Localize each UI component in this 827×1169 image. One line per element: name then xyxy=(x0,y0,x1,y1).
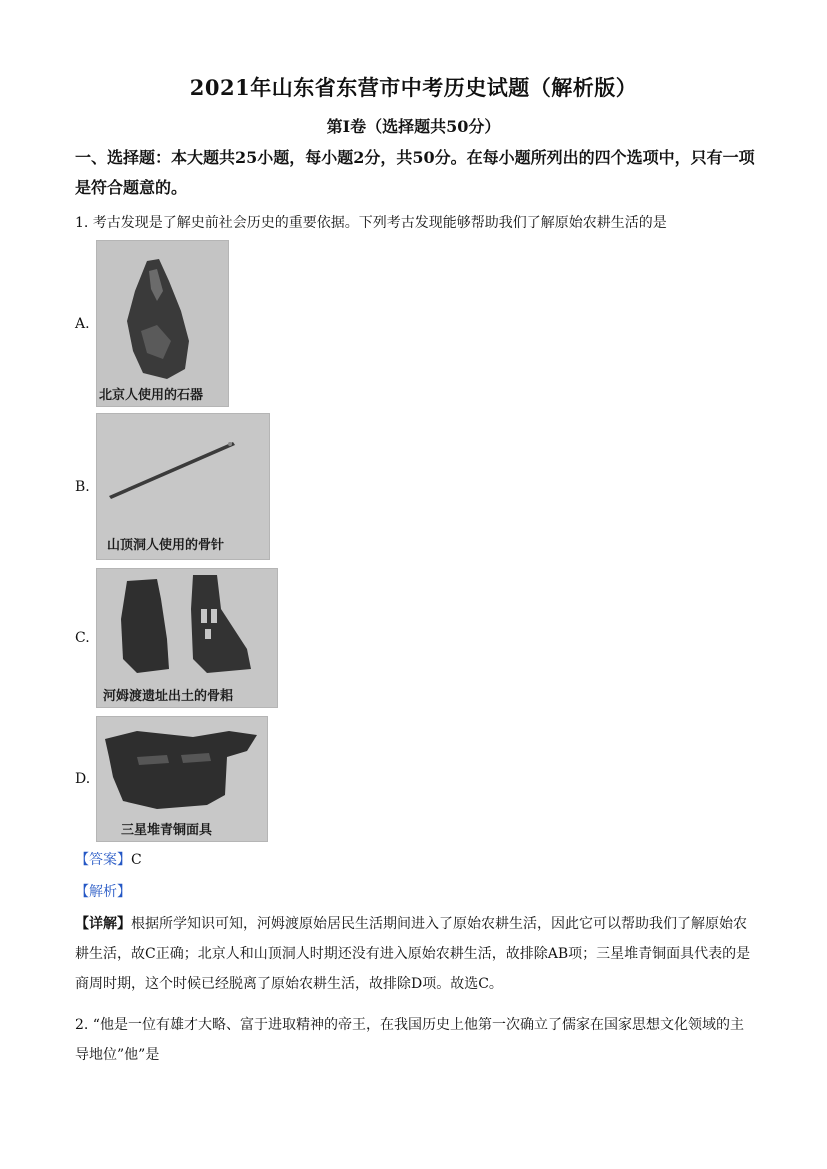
question-1-stem: 1. 考古发现是了解史前社会历史的重要依据。下列考古发现能够帮助我们了解原始农耕生活的是 xyxy=(75,215,667,231)
option-c-caption: 河姆渡遗址出土的骨耜 xyxy=(103,689,234,704)
stone-tool-image xyxy=(97,241,228,406)
option-c-image xyxy=(96,568,278,708)
option-a-caption: 北京人使用的石器 xyxy=(99,388,204,403)
option-d-image xyxy=(96,716,268,842)
detail-tag: 【详解】 xyxy=(75,916,131,932)
option-a-image xyxy=(96,240,229,407)
section-heading: 一、选择题：本大题共25小题，每小题2分，共50分。在每小题所列出的四个选项中，只有一项是符合题意的。 xyxy=(75,148,755,197)
option-b-caption: 山顶洞人使用的骨针 xyxy=(107,538,225,553)
analysis-tag: 【解析】 xyxy=(75,884,131,900)
detail-paragraph xyxy=(75,909,755,999)
option-b-label: B. xyxy=(75,479,90,495)
section-subtitle: 第Ⅰ卷（选择题共50分） xyxy=(326,117,501,136)
answer-value: C xyxy=(131,852,142,868)
option-c-label: C. xyxy=(75,630,90,646)
detail-text: 根据所学知识可知，河姆渡原始居民生活期间进入了原始农耕生活，因此它可以帮助我们了解原始农耕生活，故C正确；北京人和山顶洞人时期还没有进入原始农耕生活，故排除AB项；三星堆青铜面具代表的是商周时期，这个时候已经脱离了原始农耕生活，故排除D项。故选C。 xyxy=(75,916,751,992)
page-title: 2021年山东省东营市中考历史试题（解析版） xyxy=(189,75,638,100)
option-a-label: A. xyxy=(75,316,90,332)
option-b-image xyxy=(96,413,270,560)
question-2-stem: 2. “他是一位有雄才大略、富于进取精神的帝王，在我国历史上他第一次确立了儒家在国家思想文化领域的主导地位”他”是 xyxy=(75,1017,744,1063)
answer-tag: 【答案】 xyxy=(75,852,131,868)
option-d-label: D. xyxy=(75,771,91,787)
analysis-line xyxy=(75,877,755,907)
option-d-caption: 三星堆青铜面具 xyxy=(121,823,213,838)
answer-line xyxy=(75,845,755,875)
